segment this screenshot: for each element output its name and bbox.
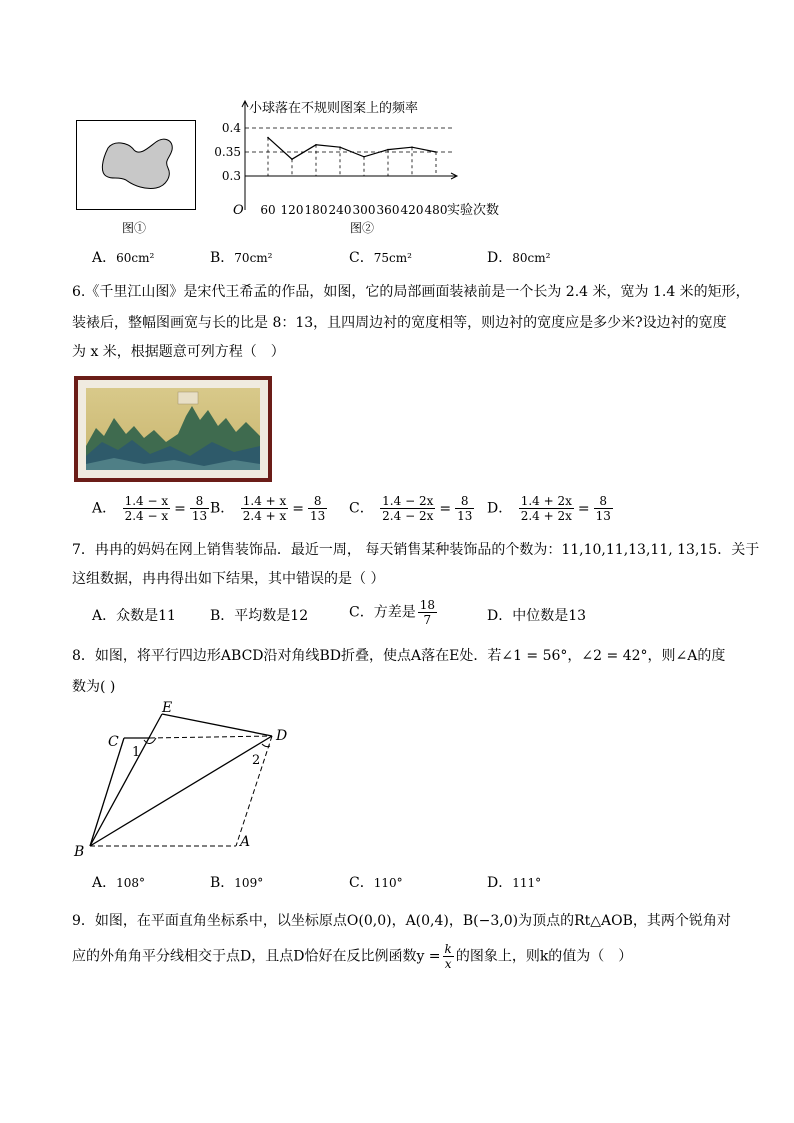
fraction-numerator: 8 (190, 494, 209, 509)
irregular-pattern-figure (76, 120, 196, 210)
q6-option-c[interactable] (349, 494, 476, 523)
x-tick-label: 420 (400, 203, 424, 217)
option-value: 108° (116, 876, 146, 890)
ratio-fraction (594, 494, 613, 523)
x-tick-label: 60 (260, 203, 276, 217)
option-fraction (519, 494, 574, 523)
data-point (339, 146, 341, 148)
q7-option-d[interactable] (487, 606, 586, 626)
x-tick-label: 480 (424, 203, 448, 217)
fraction-numerator: 1.4 + x (242, 494, 287, 508)
q7-option-b[interactable] (210, 606, 308, 626)
parallelogram-diagram (70, 700, 300, 860)
q5-option-d[interactable] (487, 248, 550, 268)
label-e: E (162, 700, 173, 716)
fraction-numerator: 8 (308, 494, 327, 509)
x-tick-label: 360 (376, 203, 400, 217)
option-text: 方差是 (373, 604, 416, 621)
fraction-denominator: 2.4 − 2x (382, 509, 434, 523)
fraction-denominator: 2.4 + 2x (520, 509, 572, 523)
option-value: 80cm² (512, 251, 551, 265)
option-letter: C． (349, 604, 374, 621)
y-tick-label: 0.3 (221, 169, 241, 183)
option-fraction (241, 494, 289, 523)
figure-1 (76, 120, 196, 210)
q9-text-line1: 9．如图，在平面直角坐标系中，以坐标原点O(0,0)，A(0,4)，B(−3,0)为顶点的Rt△AOB，其两个锐角对 (72, 913, 731, 929)
option-text: 众数是11 (116, 608, 176, 624)
label-d: D (276, 728, 288, 744)
equals-sign: = (577, 500, 590, 517)
label-b: B (74, 844, 85, 860)
option-value: 75cm² (373, 251, 412, 265)
q8-option-a[interactable] (92, 873, 145, 893)
q6-text-line3: 为 x 米，根据题意可列方程（ ） (72, 344, 285, 360)
data-point (315, 144, 317, 146)
inverse-function-fraction (443, 942, 454, 971)
q7-text-line2: 这组数据，冉冉得出如下结果，其中错误的是（ ） (72, 571, 385, 587)
painting-illustration (74, 376, 272, 482)
ratio-fraction (308, 494, 327, 523)
fraction-numerator: 8 (455, 494, 474, 509)
figure-1-caption: 图① (122, 221, 147, 235)
option-letter: A． (92, 875, 117, 891)
q6-text-line1: 6.《千里江山图》是宋代王希孟的作品，如图，它的局部画面装裱前是一个长为 2.4 米，宽为 1.4 米的矩形， (72, 284, 750, 300)
fraction-denominator: 13 (595, 509, 611, 523)
option-letter: C． (349, 875, 374, 891)
landscape-painting-image (74, 376, 272, 482)
option-value: 60cm² (116, 251, 155, 265)
option-value: 70cm² (234, 251, 273, 265)
option-letter: D． (487, 250, 513, 266)
origin-label: O (233, 203, 244, 218)
y-tick-label: 0.4 (221, 121, 241, 135)
option-letter: A． (92, 250, 117, 266)
fraction-denominator: 13 (310, 509, 326, 523)
option-letter: C． (349, 250, 374, 266)
option-letter: B． (210, 608, 235, 624)
x-tick-label: 300 (352, 203, 376, 217)
q8-text-line1: 8．如图，将平行四边形ABCD沿对角线BD折叠，使点A落在E处．若∠1 = 56°，∠2 = 42°，则∠A的度 (72, 648, 726, 664)
frequency-line-chart (214, 98, 515, 223)
option-text: 平均数是12 (234, 608, 309, 624)
data-point (363, 156, 365, 158)
frequency-chart (214, 98, 515, 223)
option-fraction (380, 494, 435, 523)
ratio-fraction (455, 494, 474, 523)
q5-option-a[interactable] (92, 248, 154, 268)
q7-option-a[interactable] (92, 606, 176, 626)
x-tick-label: 180 (304, 203, 328, 217)
fraction-numerator: k (444, 942, 452, 956)
q5-option-b[interactable] (210, 248, 272, 268)
option-letter: A． (92, 608, 117, 624)
q9-text-line2 (72, 942, 632, 971)
q8-option-d[interactable] (487, 873, 541, 893)
option-value: 109° (234, 876, 264, 890)
q7-text-line1: 7．冉冉的妈妈在网上销售装饰品．最近一周， 每天销售某种装饰品的个数为：11,10,11,13,11, 13,15．关于 (72, 542, 760, 558)
q6-option-b[interactable] (210, 494, 329, 523)
equals-sign: = (439, 500, 452, 517)
q8-option-b[interactable] (210, 873, 263, 893)
fraction-denominator: x (444, 957, 452, 971)
ratio-fraction (190, 494, 209, 523)
option-letter: D． (487, 500, 513, 517)
data-point (387, 149, 389, 151)
data-point (411, 146, 413, 148)
variance-fraction (418, 598, 437, 627)
q6-text-line2: 装裱后，整幅图画宽与长的比是 8：13，且四周边衬的宽度相等，则边衬的宽度应是多少米?设边衬的宽度 (72, 315, 727, 331)
q6-option-d[interactable] (487, 494, 615, 523)
fraction-denominator: 2.4 − x (124, 509, 169, 523)
q6-option-a[interactable] (92, 494, 211, 523)
fraction-numerator: 1.4 + 2x (520, 494, 572, 508)
label-c: C (108, 734, 119, 750)
label-a: A (240, 834, 251, 850)
option-text: 中位数是13 (512, 608, 587, 624)
option-letter: B． (210, 875, 235, 891)
fraction-denominator: 7 (423, 613, 432, 627)
fraction-denominator: 13 (457, 509, 473, 523)
x-tick-label: 240 (328, 203, 352, 217)
q5-option-c[interactable] (349, 248, 412, 268)
option-letter: A． (92, 500, 117, 517)
q9-text-part-b: 的图象上，则k的值为（ ） (455, 948, 633, 965)
fraction-numerator: 1.4 − x (124, 494, 169, 508)
option-fraction (123, 494, 171, 523)
option-letter: C． (349, 500, 374, 517)
q8-text-line2: 数为( ) (72, 679, 116, 695)
fraction-denominator: 2.4 + x (242, 509, 287, 523)
frequency-series-line (268, 138, 436, 160)
equals-sign: = (174, 500, 186, 517)
option-letter: D． (487, 608, 513, 624)
y-axis-label: 小球落在不规则图案上的频率 (249, 101, 419, 116)
data-point (267, 137, 269, 139)
x-tick-label: 120 (280, 203, 304, 217)
fraction-numerator: 1.4 − 2x (382, 494, 434, 508)
angle-1-label: 1 (132, 745, 141, 760)
fraction-denominator: 13 (191, 509, 208, 523)
q7-option-c[interactable] (349, 598, 439, 627)
data-point (435, 151, 437, 153)
q9-text-part-a: 应的外角角平分线相交于点D，且点D恰好在反比例函数y = (72, 948, 441, 965)
y-tick-label: 0.35 (214, 145, 241, 159)
option-letter: B． (210, 250, 235, 266)
figure-2-caption: 图② (350, 221, 375, 235)
fraction-numerator: 8 (594, 494, 613, 509)
option-value: 110° (373, 876, 403, 890)
option-value: 111° (512, 876, 542, 890)
q8-option-c[interactable] (349, 873, 403, 893)
angle-2-label: 2 (252, 753, 261, 768)
option-letter: D． (487, 875, 513, 891)
option-letter: B． (210, 500, 235, 517)
data-point (291, 158, 293, 160)
parallelogram-fold-figure (70, 700, 300, 860)
equals-sign: = (292, 500, 305, 517)
x-axis-label: 实验次数 (447, 203, 500, 218)
fraction-numerator: 18 (419, 598, 435, 612)
